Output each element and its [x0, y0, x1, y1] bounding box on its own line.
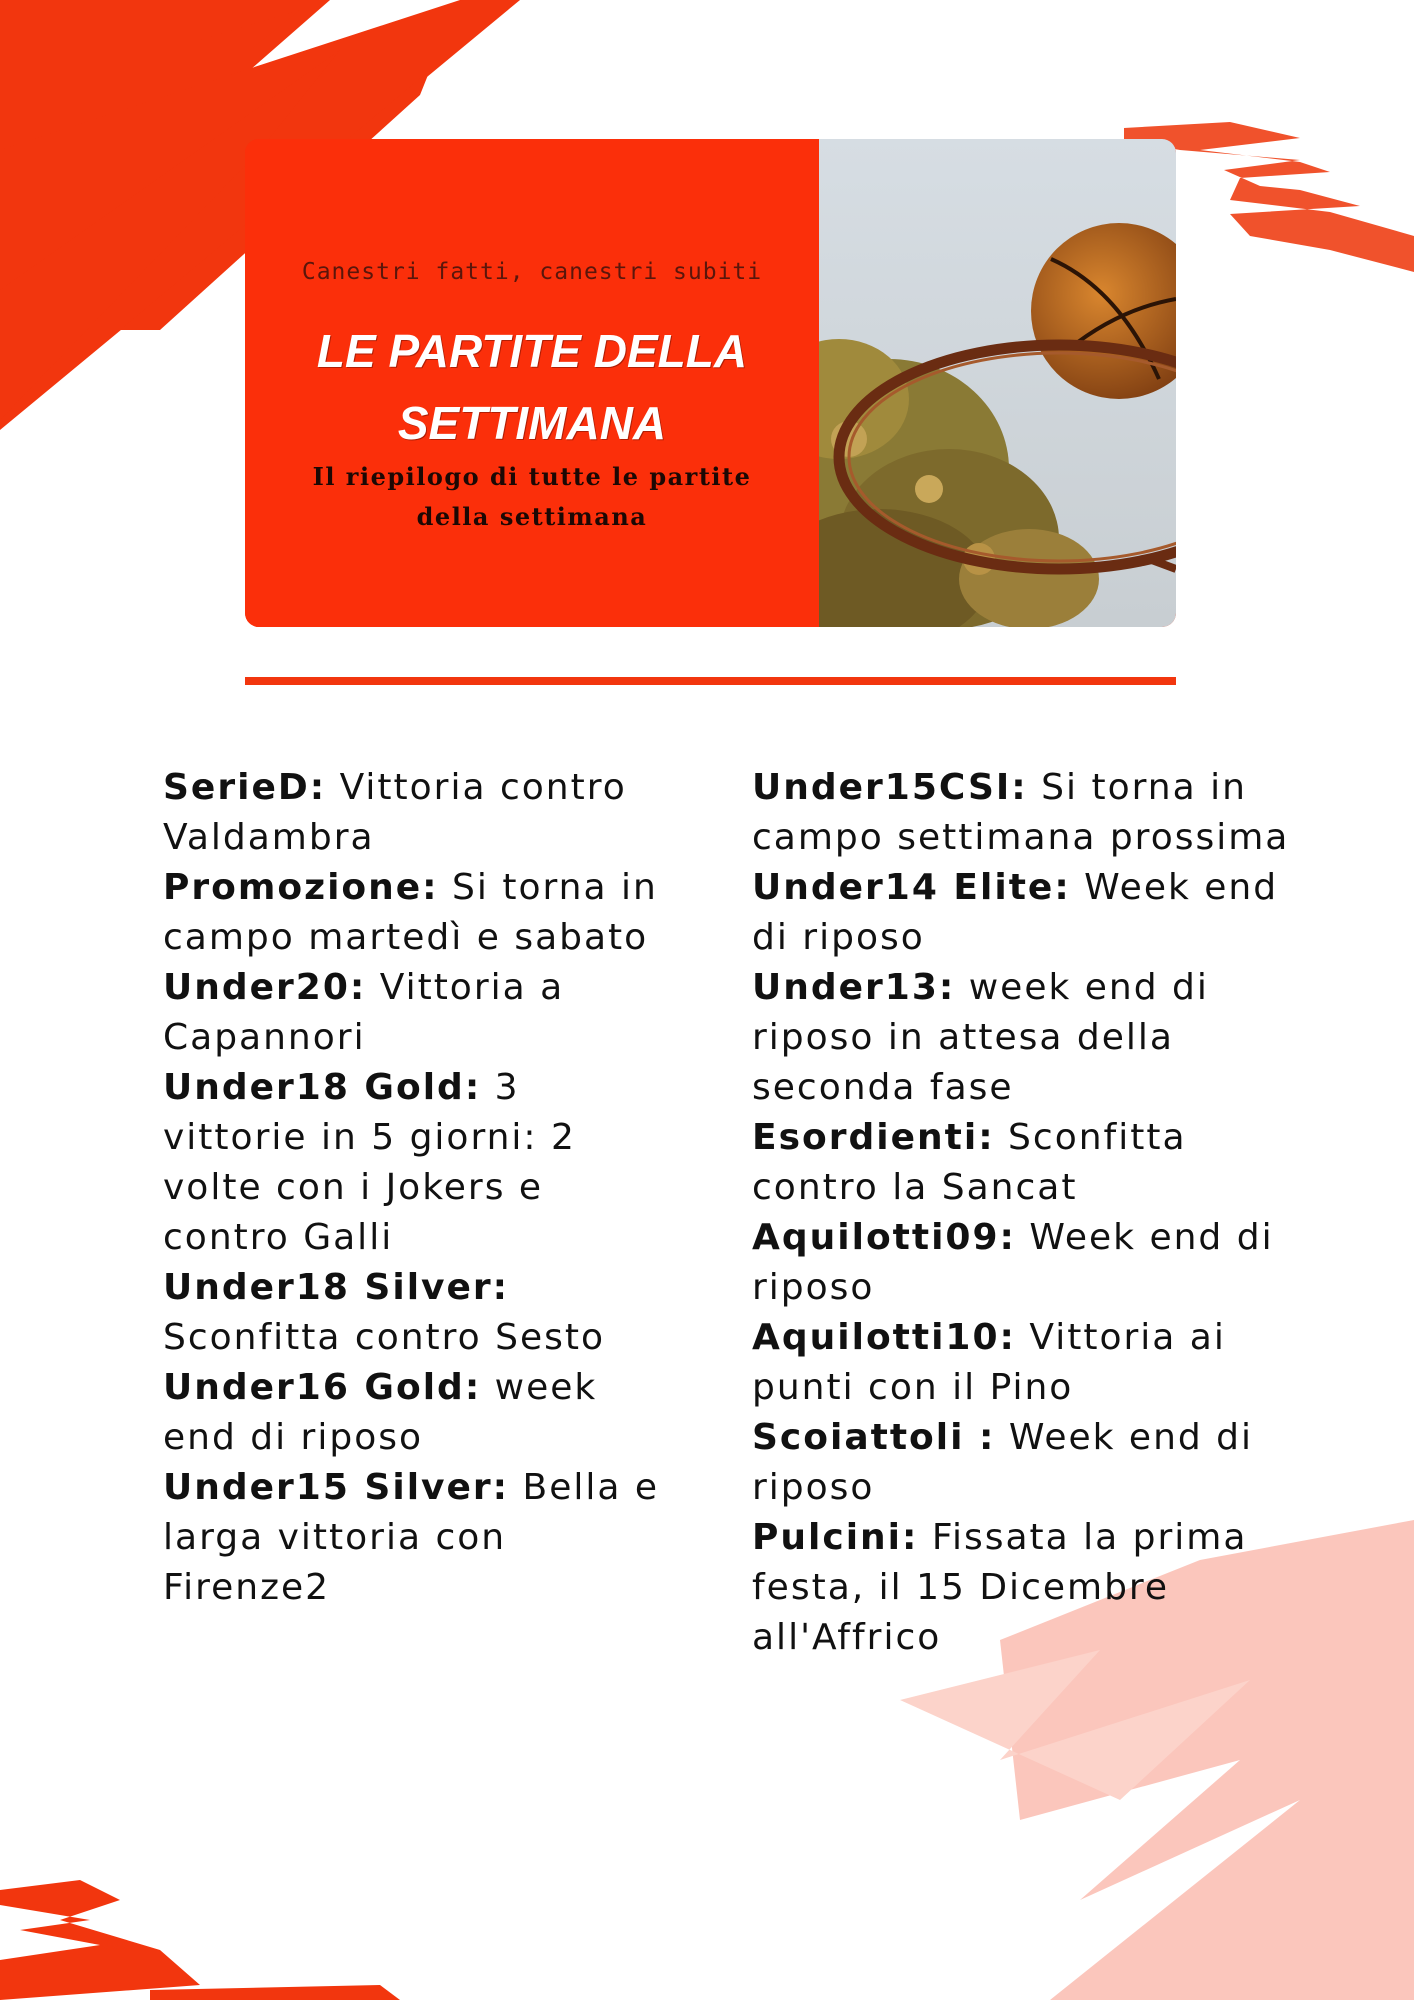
banner-subtitle: [245, 457, 819, 537]
results-left-column: [163, 763, 663, 1613]
team-label: Under16 Gold:: [163, 1367, 482, 1408]
result-text: week end di riposo in attesa della seconda fase: [752, 967, 1209, 1108]
basketball-hoop-photo: [819, 139, 1176, 627]
result-entry: [163, 1363, 663, 1463]
result-text: Sconfitta contro la Sancat: [752, 1117, 1187, 1208]
banner-title-line2: SETTIMANA: [397, 397, 667, 449]
result-entry: [752, 1213, 1292, 1313]
banner-title-line1: LE PARTITE DELLA: [316, 325, 748, 377]
team-label: Scoiattoli :: [752, 1417, 996, 1458]
result-entry: [752, 1413, 1292, 1513]
team-label: Pulcini:: [752, 1517, 919, 1558]
banner-subtitle-line2: della settimana: [416, 502, 648, 531]
team-label: Aquilotti10:: [752, 1317, 1016, 1358]
result-text: Week end di riposo: [752, 1217, 1274, 1308]
banner-title: [245, 315, 819, 459]
result-text: week end di riposo: [163, 1367, 598, 1458]
result-entry: [163, 1263, 663, 1363]
divider-rule: [245, 677, 1176, 685]
result-text: Vittoria ai punti con il Pino: [752, 1317, 1226, 1408]
team-label: Under18 Gold:: [163, 1067, 482, 1108]
result-text: Si torna in campo martedì e sabato: [163, 867, 658, 958]
team-label: Under18 Silver:: [163, 1267, 510, 1308]
header-banner: [245, 139, 1176, 627]
result-entry: [163, 763, 663, 863]
team-label: SerieD:: [163, 767, 327, 808]
result-entry: [752, 1113, 1292, 1213]
banner-kicker: Canestri fatti, canestri subiti: [301, 259, 763, 285]
team-label: Under15CSI:: [752, 767, 1028, 808]
result-text: Week end di riposo: [752, 1417, 1254, 1508]
team-label: Under15 Silver:: [163, 1467, 510, 1508]
result-text: Fissata la prima festa, il 15 Dicembre all'Affrico: [752, 1517, 1248, 1658]
team-label: Aquilotti09:: [752, 1217, 1016, 1258]
team-label: Under20:: [163, 967, 367, 1008]
result-text: 3 vittorie in 5 giorni: 2 volte con i Jokers e contro Galli: [163, 1067, 576, 1258]
team-label: Under14 Elite:: [752, 867, 1071, 908]
result-text: Vittoria contro Valdambra: [163, 767, 627, 858]
results-right-column: [752, 763, 1292, 1663]
result-text: Si torna in campo settimana prossima: [752, 767, 1290, 858]
result-entry: [752, 1313, 1292, 1413]
result-entry: [163, 1463, 663, 1613]
team-label: Under13:: [752, 967, 956, 1008]
banner-subtitle-line1: Il riepilogo di tutte le partite: [312, 462, 752, 491]
result-text: Vittoria a Capannori: [163, 967, 565, 1058]
result-entry: [752, 1513, 1292, 1663]
team-label: Promozione:: [163, 867, 439, 908]
result-entry: [752, 863, 1292, 963]
result-text: Week end di riposo: [752, 867, 1279, 958]
result-text: Sconfitta contro Sesto: [163, 1317, 606, 1358]
result-entry: [752, 963, 1292, 1113]
team-label: Esordienti:: [752, 1117, 995, 1158]
result-text: Bella e larga vittoria con Firenze2: [163, 1467, 660, 1608]
result-entry: [163, 1063, 663, 1263]
result-entry: [163, 863, 663, 963]
banner-red-panel: [245, 139, 819, 627]
result-entry: [752, 763, 1292, 863]
result-entry: [163, 963, 663, 1063]
